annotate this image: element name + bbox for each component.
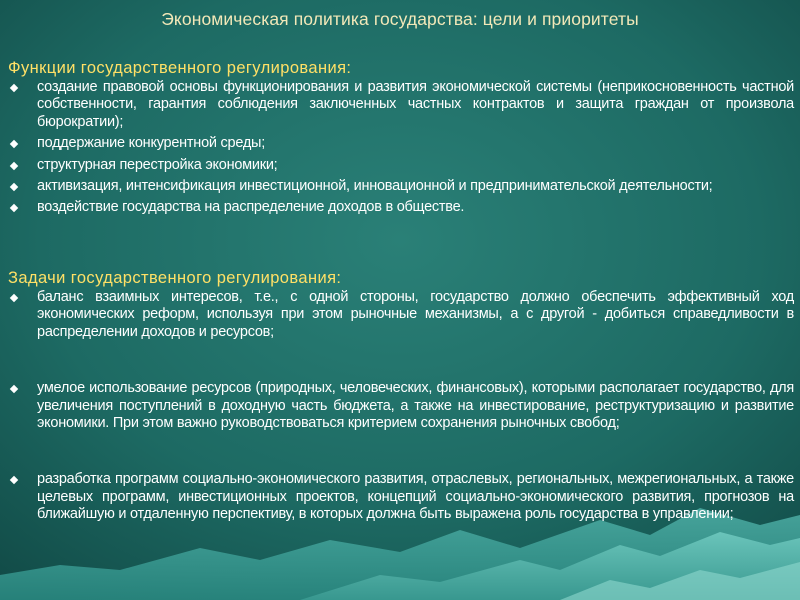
list-item-text: баланс взаимных интересов, т.е., с одной стороны, государство должно обеспечить эффективный ход экономических реформ, используя при этом рыночные механизмы, а с другой - добиться справедливости в распределении доходов и ресурсов; <box>37 289 794 340</box>
bullet-list <box>8 289 794 524</box>
diamond-bullet-icon <box>10 294 18 302</box>
section-heading: Функции государственного регулирования: <box>8 59 352 77</box>
list-item-text: создание правовой основы функционирования и развития экономической системы (неприкосновенность частной собственности, гарантия соблюдения заключенных частных контрактов и защита граждан от произвола бюрократии); <box>37 79 794 130</box>
list-item <box>8 135 794 152</box>
list-item-text: активизация, интенсификация инвестиционной, инновационной и предпринимательской деятельности; <box>37 178 713 195</box>
list-item <box>8 178 794 195</box>
list-item <box>8 199 794 216</box>
diamond-bullet-icon <box>10 183 18 191</box>
list-item <box>8 79 794 131</box>
list-item <box>8 289 794 341</box>
list-item <box>8 157 794 174</box>
section-heading: Задачи государственного регулирования: <box>8 269 342 287</box>
diamond-bullet-icon <box>10 140 18 148</box>
list-item <box>8 380 794 432</box>
diamond-bullet-icon <box>10 161 18 169</box>
diamond-bullet-icon <box>10 84 18 92</box>
slide-title: Экономическая политика государства: цели и приоритеты <box>161 9 639 29</box>
list-item <box>8 471 794 523</box>
bullet-list <box>8 79 794 217</box>
section-tasks <box>8 267 794 563</box>
list-item-text: разработка программ социально-экономического развития, отраслевых, региональных, межрегиональных, а также целевых программ, инвестиционных проектов, концепций социально-экономического развития, прогнозов на ближайшую и отдаленную перспективу, в которых должна быть выражена роль государства в управлении; <box>37 471 794 523</box>
diamond-bullet-icon <box>10 204 18 212</box>
list-item-text: поддержание конкурентной среды; <box>37 135 265 152</box>
list-item-text: умелое использование ресурсов (природных, человеческих, финансовых), которыми располагает государство, для увеличения поступлений в доходную часть бюджета, а также на инвестирование, реструктуризацию и развитие экономики. При этом важно руководствоваться критерием сохранения рыночных свобод; <box>37 380 794 432</box>
section-functions <box>8 57 794 221</box>
diamond-bullet-icon <box>10 385 18 393</box>
list-item-text: воздействие государства на распределение доходов в обществе. <box>37 199 465 216</box>
list-item-text: структурная перестройка экономики; <box>37 156 278 173</box>
diamond-bullet-icon <box>10 476 18 484</box>
